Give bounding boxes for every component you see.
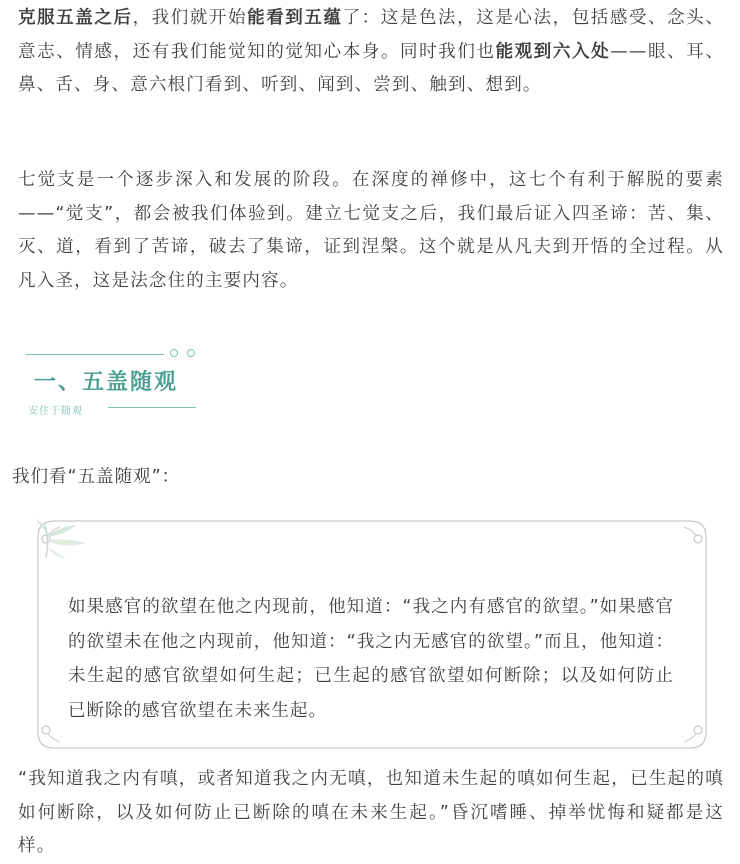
bold-text: 能观到六入处 [495,41,611,62]
section-heading [26,345,216,420]
paragraph-seven-factors: 七觉支是一个逐步深入和发展的阶段。在深度的禅修中，这七个有利于解脱的要素——“觉支”，都会被我们体验到。建立七觉支之后，我们最后证入四圣谛：苦、集、灭、道，看到了苦谛，破去了集谛，证到涅槃。这个就是从凡夫到开悟的全过程。从凡入圣，这是法念住的主要内容。 [18,170,724,291]
heading-divider-bottom [108,407,196,408]
circle-dot-icon [187,349,195,357]
text-run: ，我们就开始 [132,8,248,28]
paragraph-five-aggregates [18,2,724,103]
text-run: 了：这是色法，这是心法，包括感受、念头、意志、情感，还有我们能觉知的觉知心本身。同时我们也 [18,8,725,62]
section-title: 一、五盖随观 [34,370,179,395]
quote-box [36,519,708,750]
bold-text: 能看到五蕴 [247,8,343,28]
circle-dot-icon [170,349,178,357]
text-run: ——眼、耳、鼻、舌、身、意六根门看到、听到、闻到、尝到、触到、想到。 [18,41,725,95]
section-subtitle: 安住于随观 [28,406,83,417]
heading-divider-top [26,354,164,355]
bamboo-leaf-icon [36,519,88,559]
quote-text: 如果感官的欲望在他之内现前，他知道：“我之内有感官的欲望。”如果感官的欲望未在他之内现前，他知道：“我之内无感官的欲望。”而且，他知道：未生起的感官欲望如何生起；已生起的感官欲望如何断除；以及如何防止已断除的感官欲望在未来生起。 [68,597,674,721]
intro-line: 我们看“五盖随观”： [12,467,181,487]
bold-text: 克服五盖之后 [18,8,133,28]
paragraph-aversion: “我知道我之内有嗔，或者知道我之内无嗔，也知道未生起的嗔如何生起，已生起的嗔如何断除，以及如何防止已断除的嗔在未来生起。”昏沉嗜睡、掉举忧悔和疑都是这样。 [18,769,724,856]
